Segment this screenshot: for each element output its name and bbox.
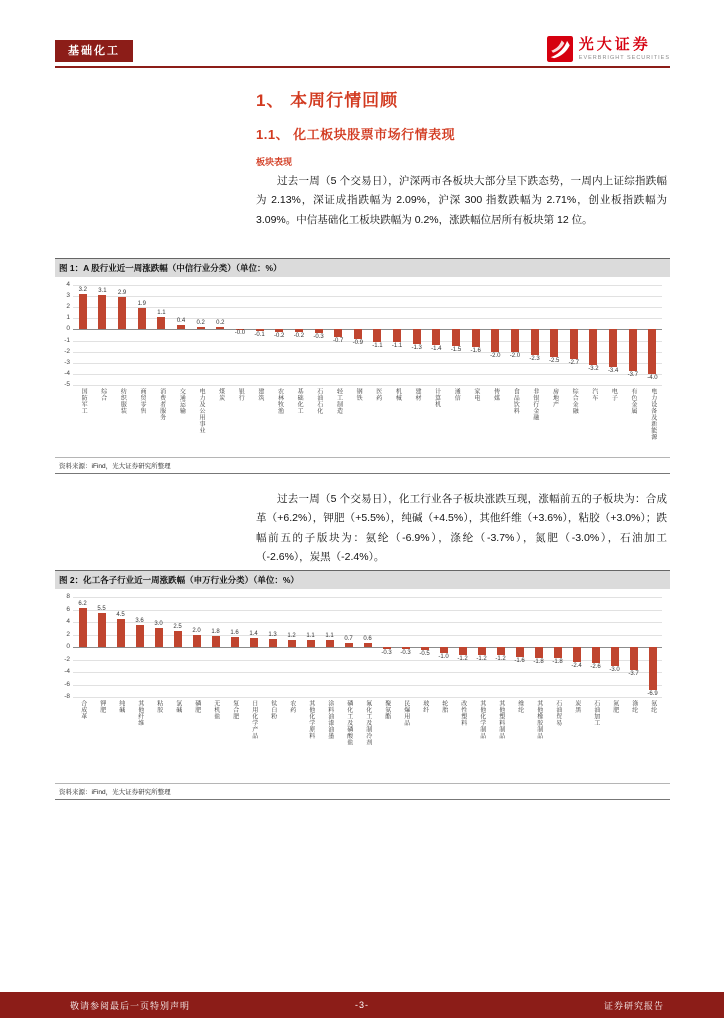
figure2-plot-wrap bbox=[73, 597, 662, 781]
category-label: 汽车 bbox=[590, 388, 597, 401]
bar-value-label: 4.5 bbox=[116, 611, 125, 618]
gridline bbox=[73, 385, 662, 386]
bar-slot bbox=[210, 285, 230, 385]
bar-农药 bbox=[288, 640, 296, 648]
bar-slot bbox=[289, 285, 309, 385]
bar-value-label: -3.7 bbox=[628, 671, 639, 678]
bar-slot bbox=[73, 285, 93, 385]
bar-综合金融 bbox=[570, 329, 578, 359]
bar-氮肥 bbox=[611, 647, 619, 666]
category-label: 其他塑料制品 bbox=[497, 700, 504, 739]
bar-value-label: -6.9 bbox=[647, 691, 658, 698]
y-tick-label: -3 bbox=[64, 358, 70, 366]
figure1-plot-wrap bbox=[73, 285, 662, 455]
bar-value-label: -1.8 bbox=[533, 659, 544, 666]
category-label: 消费者服务 bbox=[158, 388, 165, 421]
bar-基础化工 bbox=[295, 329, 303, 331]
y-tick-label: -8 bbox=[64, 692, 70, 700]
category-label: 复合肥 bbox=[231, 700, 238, 720]
y-tick-label: 3 bbox=[66, 291, 70, 299]
bar-农林牧渔 bbox=[275, 329, 283, 331]
bar-涂料油漆油墨 bbox=[326, 640, 334, 647]
bar-value-label: -2.7 bbox=[568, 360, 579, 367]
bar-slot bbox=[73, 597, 92, 697]
bar-slot bbox=[387, 285, 407, 385]
bar-slot bbox=[485, 285, 505, 385]
bar-slot bbox=[269, 285, 289, 385]
brand-name: 光大证券 bbox=[578, 35, 651, 53]
bar-value-label: -0.0 bbox=[234, 330, 246, 337]
bar-value-label: -1.2 bbox=[476, 655, 487, 662]
everbright-logo-icon bbox=[547, 36, 573, 62]
bar-value-label: 0.2 bbox=[216, 320, 225, 327]
bar-玻纤 bbox=[421, 647, 429, 650]
category-label: 民爆用品 bbox=[402, 700, 409, 726]
bar-消费者服务 bbox=[157, 317, 165, 329]
bar-slot bbox=[377, 597, 396, 697]
bar-slot bbox=[320, 597, 339, 697]
category-label: 电子 bbox=[610, 388, 617, 401]
category-label: 石油贸易 bbox=[554, 700, 561, 726]
category-label: 交通运输 bbox=[178, 388, 185, 414]
bar-slot bbox=[191, 285, 211, 385]
bar-value-label: -2.0 bbox=[490, 352, 501, 359]
bar-氟化工及制冷剂 bbox=[364, 643, 372, 647]
subsection-title: 1.1、 化工板块股票市场行情表现 bbox=[256, 127, 456, 142]
bar-value-label: -1.2 bbox=[495, 655, 506, 662]
section-title: 1、 本周行情回顾 bbox=[256, 91, 399, 110]
category-label: 磷化工及磷酸盐 bbox=[345, 700, 352, 746]
bar-value-label: -2.0 bbox=[509, 352, 521, 359]
category-label: 合成革 bbox=[79, 700, 86, 720]
category-label: 国防军工 bbox=[80, 388, 87, 414]
category-label: 其他化学制品 bbox=[478, 700, 485, 739]
category-label: 纯碱 bbox=[117, 700, 124, 713]
bar-value-label: -1.6 bbox=[514, 658, 525, 664]
category-label: 炭黑 bbox=[573, 700, 580, 713]
y-tick-label: 0 bbox=[66, 642, 70, 650]
bar-改性塑料 bbox=[459, 647, 467, 655]
category-label: 医药 bbox=[374, 388, 381, 401]
paragraph-subsector-performance: 过去一周（5 个交易日），化工行业各子板块涨跌互现，涨幅前五的子板块为：合成革（+6.2%），钾肥（+5.5%），纯碱（+4.5%），其他纤维（+3.6%），粘胶（+3.0%）；跌幅前五的子版块为：氨纶（-6.9%），涤纶（-3.7%），氮肥（-3.0%），石油加工（-2.6%），炭黑（-2.4%）。 bbox=[256, 493, 667, 564]
bar-value-label: -1.5 bbox=[450, 347, 462, 354]
category-label: 机械 bbox=[394, 388, 401, 401]
category-label: 其他纤维 bbox=[136, 700, 143, 726]
bar-钢铁 bbox=[354, 329, 362, 339]
y-tick-label: 1 bbox=[66, 314, 70, 322]
category-label: 钾肥 bbox=[98, 700, 105, 713]
y-tick-label: -4 bbox=[64, 369, 70, 377]
figure1-chart bbox=[55, 277, 670, 455]
category-label: 涂料油漆油墨 bbox=[326, 700, 333, 739]
y-tick-label: 2 bbox=[66, 302, 70, 310]
bar-value-label: -1.2 bbox=[457, 655, 468, 662]
category-label: 建筑 bbox=[256, 388, 263, 401]
bar-value-label: -0.5 bbox=[419, 651, 430, 658]
category-label: 农林牧渔 bbox=[276, 388, 283, 414]
bar-value-label: 5.5 bbox=[97, 605, 106, 612]
bar-slot bbox=[132, 285, 152, 385]
bar-氯碱 bbox=[174, 631, 182, 647]
figure2-title: 图 2：化工各子行业近一周涨跌幅（申万行业分类）（单位：%） bbox=[55, 570, 670, 589]
bar-钾肥 bbox=[98, 613, 106, 647]
bar-slot bbox=[152, 285, 172, 385]
bar-slot bbox=[206, 597, 225, 697]
bar-石油石化 bbox=[315, 329, 323, 332]
y-tick-label: -5 bbox=[64, 380, 70, 388]
figure2-chart bbox=[55, 589, 670, 781]
bar-计算机 bbox=[432, 329, 440, 345]
category-label: 粘胶 bbox=[155, 700, 162, 713]
bar-slot bbox=[407, 285, 427, 385]
bar-value-label: -3.0 bbox=[609, 666, 620, 673]
bar-value-label: 0.7 bbox=[344, 635, 353, 642]
y-tick-label: -2 bbox=[64, 655, 70, 663]
bar-value-label: 1.8 bbox=[211, 628, 220, 635]
bar-日用化学产品 bbox=[250, 638, 258, 647]
bar-slot bbox=[130, 597, 149, 697]
bar-传媒 bbox=[491, 329, 499, 351]
category-label: 纺织服装 bbox=[119, 388, 126, 414]
bar-value-label: -0.7 bbox=[332, 338, 344, 345]
bar-value-label: 1.2 bbox=[287, 632, 296, 639]
category-label: 商贸零售 bbox=[139, 388, 146, 414]
bar-slot bbox=[225, 597, 244, 697]
bar-磷肥 bbox=[193, 635, 201, 648]
figure2-plot-area bbox=[73, 597, 662, 697]
bar-value-label: 2.0 bbox=[192, 627, 201, 634]
bar-value-label: 1.4 bbox=[249, 631, 258, 638]
bar-slot bbox=[368, 285, 388, 385]
header-divider bbox=[55, 66, 670, 68]
bar-slot bbox=[396, 597, 415, 697]
bar-维纶 bbox=[516, 647, 524, 657]
bar-粘胶 bbox=[155, 628, 163, 647]
figure2-source: 资料来源：iFind，光大证券研究所整理 bbox=[55, 783, 670, 800]
bar-slot bbox=[605, 597, 624, 697]
bar-value-label: 2.5 bbox=[173, 624, 182, 631]
bar-石油贸易 bbox=[554, 647, 562, 658]
bar-纯碱 bbox=[117, 619, 125, 647]
bar-slot bbox=[505, 285, 525, 385]
bar-家电 bbox=[472, 329, 480, 347]
bar-value-label: -2.3 bbox=[529, 356, 540, 362]
figure1-source: 资料来源：iFind，光大证券研究所整理 bbox=[55, 457, 670, 474]
bar-value-label: 0.2 bbox=[196, 320, 205, 327]
bar-value-label: -1.3 bbox=[411, 344, 422, 351]
bar-slot bbox=[427, 285, 447, 385]
bar-医药 bbox=[373, 329, 381, 341]
bar-slot bbox=[584, 285, 604, 385]
bar-value-label: 1.1 bbox=[157, 310, 166, 317]
bar-value-label: 1.3 bbox=[268, 631, 277, 638]
category-label: 有色金属 bbox=[630, 388, 637, 414]
bar-轮胎 bbox=[440, 647, 448, 653]
bar-slot bbox=[643, 285, 663, 385]
bar-slot bbox=[567, 597, 586, 697]
bar-value-label: 1.1 bbox=[325, 633, 334, 640]
bar-聚氨酯 bbox=[383, 647, 391, 649]
bar-value-label: -1.8 bbox=[552, 659, 563, 666]
bar-slot bbox=[112, 285, 132, 385]
category-label: 基础化工 bbox=[296, 388, 303, 414]
bar-slot bbox=[453, 597, 472, 697]
bar-slot bbox=[525, 285, 545, 385]
bar-value-label: 2.9 bbox=[117, 290, 127, 297]
bar-建筑 bbox=[256, 329, 264, 330]
bar-slot bbox=[282, 597, 301, 697]
category-label: 食品饮料 bbox=[512, 388, 519, 414]
footer-disclaimer: 敬请参阅最后一页特别声明 bbox=[70, 1000, 191, 1011]
figure1-title: 图 1：A 股行业近一周涨跌幅（中信行业分类）（单位：%） bbox=[55, 258, 670, 277]
bar-电力设备及新能源 bbox=[648, 329, 656, 373]
bar-其他化学原料 bbox=[307, 640, 315, 647]
bar-涤纶 bbox=[630, 647, 638, 670]
bar-value-label: -0.2 bbox=[274, 332, 285, 339]
category-label: 综合 bbox=[99, 388, 106, 401]
bar-slot bbox=[434, 597, 453, 697]
bar-综合 bbox=[98, 295, 106, 329]
bar-value-label: 3.6 bbox=[135, 617, 144, 624]
bar-轻工制造 bbox=[334, 329, 342, 337]
bar-slot bbox=[111, 597, 130, 697]
bar-slot bbox=[230, 285, 250, 385]
category-label: 农药 bbox=[288, 700, 295, 713]
bar-商贸零售 bbox=[138, 308, 146, 329]
category-label: 其他化学原料 bbox=[307, 700, 314, 739]
bar-国防军工 bbox=[79, 294, 87, 330]
bar-其他塑料制品 bbox=[497, 647, 505, 655]
bar-交通运输 bbox=[177, 325, 185, 329]
bar-slot bbox=[623, 285, 643, 385]
bar-slot bbox=[171, 285, 191, 385]
bar-slot bbox=[491, 597, 510, 697]
figure2-y-axis bbox=[57, 592, 73, 700]
category-label: 钛白粉 bbox=[269, 700, 276, 720]
bar-氨纶 bbox=[649, 647, 657, 690]
y-tick-label: 0 bbox=[66, 325, 70, 333]
category-label: 煤炭 bbox=[217, 388, 224, 401]
bar-slot bbox=[529, 597, 548, 697]
bar-value-label: -3.2 bbox=[588, 366, 599, 372]
bar-汽车 bbox=[589, 329, 597, 365]
bar-slot bbox=[93, 285, 113, 385]
bar-value-label: 0.6 bbox=[363, 636, 372, 643]
bar-value-label: -1.6 bbox=[470, 348, 481, 355]
bar-民爆用品 bbox=[402, 647, 410, 649]
category-label: 无机盐 bbox=[212, 700, 219, 720]
bar-复合肥 bbox=[231, 637, 239, 647]
bar-series bbox=[73, 597, 662, 697]
category-label: 建材 bbox=[414, 388, 420, 401]
bar-slot bbox=[309, 285, 329, 385]
y-tick-label: -4 bbox=[64, 667, 70, 675]
bar-value-label: -0.2 bbox=[293, 332, 305, 339]
bar-value-label: -1.0 bbox=[438, 654, 449, 661]
brand-text bbox=[579, 37, 670, 62]
bar-value-label: -2.6 bbox=[590, 664, 601, 671]
figure1 bbox=[55, 258, 670, 474]
bar-value-label: 1.1 bbox=[306, 633, 315, 640]
category-label: 计算机 bbox=[433, 388, 440, 408]
brand-subtitle: EVERBRIGHT SECURITIES bbox=[578, 55, 670, 62]
bar-合成革 bbox=[79, 608, 87, 647]
category-label: 氮肥 bbox=[611, 700, 618, 713]
bar-series bbox=[73, 285, 662, 385]
bar-slot bbox=[301, 597, 320, 697]
category-label: 氟化工及制冷剂 bbox=[364, 700, 371, 746]
bar-value-label: -1.1 bbox=[372, 342, 383, 349]
bar-钛白粉 bbox=[269, 639, 277, 647]
bar-value-label: 3.2 bbox=[78, 286, 87, 293]
bar-slot bbox=[544, 285, 564, 385]
bar-磷化工及磷酸盐 bbox=[345, 643, 353, 647]
figure1-y-axis bbox=[57, 280, 73, 388]
category-label: 轮胎 bbox=[440, 700, 447, 713]
category-label: 电力及公用事业 bbox=[197, 388, 204, 434]
figure2-category-labels bbox=[73, 697, 662, 781]
bar-通信 bbox=[452, 329, 460, 346]
bar-slot bbox=[643, 597, 662, 697]
category-label: 磷肥 bbox=[193, 700, 200, 713]
y-tick-label: 4 bbox=[66, 280, 70, 288]
y-tick-label: -6 bbox=[64, 680, 70, 688]
bar-value-label: 1.9 bbox=[137, 301, 146, 308]
bar-有色金属 bbox=[629, 329, 637, 370]
y-tick-label: 8 bbox=[66, 592, 70, 600]
category-label: 钢铁 bbox=[355, 388, 362, 401]
category-label: 石油石化 bbox=[315, 388, 322, 414]
bar-value-label: -2.5 bbox=[549, 358, 560, 365]
category-label: 维纶 bbox=[516, 700, 523, 713]
category-label: 聚氨酯 bbox=[383, 700, 390, 720]
category-label: 日用化学产品 bbox=[250, 700, 257, 739]
bar-石油加工 bbox=[592, 647, 600, 663]
page-number: -3- bbox=[355, 1000, 369, 1010]
category-label: 传媒 bbox=[492, 388, 499, 401]
bar-value-label: 0.4 bbox=[176, 318, 186, 324]
category-label: 电力设备及新能源 bbox=[649, 388, 656, 440]
category-label: 非银行金融 bbox=[531, 388, 538, 421]
bar-value-label: -1.1 bbox=[391, 342, 403, 349]
bar-slot bbox=[564, 285, 584, 385]
bar-煤炭 bbox=[216, 327, 224, 329]
bar-slot bbox=[187, 597, 206, 697]
bar-value-label: 3.0 bbox=[154, 621, 163, 628]
bar-slot bbox=[149, 597, 168, 697]
bar-value-label: -0.3 bbox=[313, 333, 324, 340]
bar-value-label: 6.2 bbox=[78, 601, 87, 608]
bar-slot bbox=[358, 597, 377, 697]
y-tick-label: -2 bbox=[64, 347, 70, 355]
category-label: 轻工制造 bbox=[335, 388, 342, 414]
bar-无机盐 bbox=[212, 636, 220, 647]
category-label: 银行 bbox=[237, 388, 244, 401]
topic-label: 板块表现 bbox=[256, 157, 293, 167]
bar-slot bbox=[263, 597, 282, 697]
bar-slot bbox=[168, 597, 187, 697]
bar-value-label: -1.4 bbox=[431, 346, 442, 352]
category-label: 氨纶 bbox=[649, 700, 656, 713]
bar-value-label: -3.7 bbox=[627, 371, 638, 378]
bar-建材 bbox=[413, 329, 421, 343]
bar-slot bbox=[92, 597, 111, 697]
bar-value-label: -4.0 bbox=[647, 374, 658, 381]
page-footer bbox=[0, 992, 724, 1018]
bar-value-label: -2.4 bbox=[571, 663, 582, 669]
bar-其他纤维 bbox=[136, 625, 144, 648]
category-label: 通信 bbox=[453, 388, 460, 401]
bar-slot bbox=[510, 597, 529, 697]
bar-非银行金融 bbox=[531, 329, 539, 355]
bar-电子 bbox=[609, 329, 617, 367]
figure1-category-labels bbox=[73, 385, 662, 455]
bar-其他橡胶制品 bbox=[535, 647, 543, 658]
category-label: 改性塑料 bbox=[459, 700, 466, 726]
category-label: 氯碱 bbox=[174, 700, 181, 713]
y-tick-label: -1 bbox=[64, 336, 70, 344]
y-tick-label: 6 bbox=[66, 605, 70, 613]
brand-logo bbox=[547, 36, 670, 62]
report-category-tag: 基础化工 bbox=[55, 40, 133, 62]
bar-slot bbox=[466, 285, 486, 385]
bar-slot bbox=[415, 597, 434, 697]
gridline bbox=[73, 697, 662, 698]
bar-value-label: -0.1 bbox=[254, 331, 265, 338]
bar-机械 bbox=[393, 329, 401, 341]
bar-其他化学制品 bbox=[478, 647, 486, 655]
category-label: 其他橡胶制品 bbox=[535, 700, 542, 739]
bar-value-label: -0.3 bbox=[400, 649, 411, 656]
figure2 bbox=[55, 570, 670, 800]
bar-slot bbox=[244, 597, 263, 697]
footer-report-type: 证券研究报告 bbox=[603, 1000, 664, 1011]
category-label: 石油加工 bbox=[592, 700, 599, 726]
category-label: 涤纶 bbox=[630, 700, 637, 713]
bar-纺织服装 bbox=[118, 297, 126, 329]
bar-value-label: -0.3 bbox=[381, 649, 392, 656]
bar-炭黑 bbox=[573, 647, 581, 662]
bar-slot bbox=[624, 597, 643, 697]
bar-value-label: -3.4 bbox=[607, 368, 619, 375]
y-tick-label: 2 bbox=[66, 630, 70, 638]
bar-食品饮料 bbox=[511, 329, 519, 351]
bar-slot bbox=[603, 285, 623, 385]
bar-slot bbox=[348, 285, 368, 385]
bar-slot bbox=[586, 597, 605, 697]
bar-slot bbox=[250, 285, 270, 385]
bar-slot bbox=[548, 597, 567, 697]
bar-value-label: 1.6 bbox=[230, 630, 239, 636]
bar-slot bbox=[446, 285, 466, 385]
bar-slot bbox=[472, 597, 491, 697]
category-label: 玻纤 bbox=[421, 700, 428, 713]
bar-value-label: -0.9 bbox=[352, 340, 363, 347]
bar-电力及公用事业 bbox=[197, 327, 205, 329]
bar-slot bbox=[339, 597, 358, 697]
category-label: 房地产 bbox=[551, 388, 558, 408]
category-label: 家电 bbox=[472, 388, 479, 401]
bar-房地产 bbox=[550, 329, 558, 357]
paragraph-market-overview: 过去一周（5 个交易日），沪深两市各板块大部分呈下跌态势，一周内上证综指跌幅为 2.13%，深证成指跌幅为 2.09%，沪深 300 指数跌幅为 2.71%，创业板指跌幅为 3.09%。中信基础化工板块跌幅为 0.2%，涨跌幅位居所有板块第 12 位。 bbox=[256, 175, 667, 226]
y-tick-label: 4 bbox=[66, 617, 70, 625]
bar-value-label: 3.1 bbox=[98, 288, 107, 294]
bar-slot bbox=[328, 285, 348, 385]
category-label: 综合金融 bbox=[571, 388, 578, 414]
figure1-plot-area bbox=[73, 285, 662, 385]
